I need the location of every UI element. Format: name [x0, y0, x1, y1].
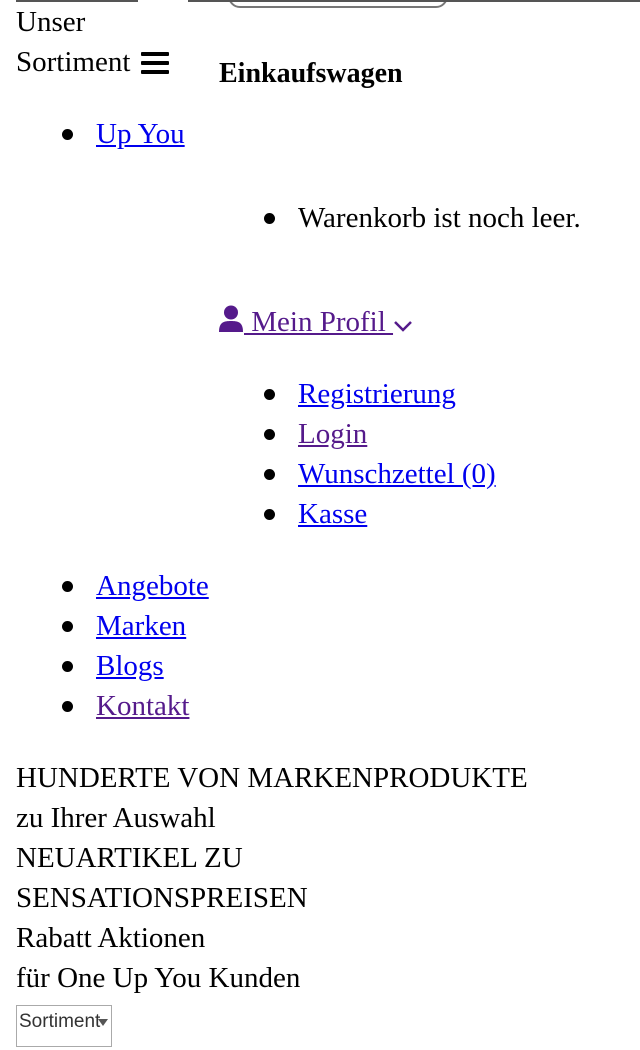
promo-line: für One Up You Kunden — [16, 962, 301, 994]
sortiment-label[interactable]: Unser Sortiment — [16, 6, 131, 78]
cart-empty-message: Warenkorb ist noch leer. — [298, 198, 581, 238]
list-item — [96, 646, 209, 686]
promo-banner — [16, 758, 528, 998]
list-item — [298, 494, 496, 534]
chevron-down-icon — [393, 319, 413, 333]
cart-items — [298, 198, 581, 238]
top-divider-right — [188, 0, 640, 2]
nav-brands-link[interactable]: Marken — [96, 610, 187, 642]
login-link[interactable]: Login — [298, 418, 368, 450]
cart-title: Einkaufswagen — [219, 58, 403, 89]
promo-line: NEUARTIKEL ZU — [16, 842, 243, 874]
list-item — [298, 454, 496, 494]
sortiment-select-value: Sortiment — [19, 1011, 101, 1032]
list-item — [96, 686, 209, 726]
profile-label: Mein Profil — [244, 306, 394, 338]
promo-line: zu Ihrer Auswahl — [16, 802, 216, 834]
nav-contact-link[interactable]: Kontakt — [96, 690, 190, 722]
promo-line: SENSATIONSPREISEN — [16, 882, 308, 914]
profile-submenu — [298, 374, 496, 534]
brand-nav — [96, 114, 185, 154]
list-item — [298, 374, 496, 414]
checkout-link[interactable]: Kasse — [298, 498, 368, 530]
hamburger-icon[interactable] — [141, 52, 169, 74]
promo-line: Rabatt Aktionen — [16, 922, 206, 954]
nav-blogs-link[interactable]: Blogs — [96, 650, 164, 682]
main-nav — [96, 566, 209, 726]
list-item — [96, 566, 209, 606]
profile-menu-link[interactable] — [218, 302, 413, 342]
sortiment-select[interactable] — [16, 1005, 112, 1047]
list-item — [298, 414, 496, 454]
list-item — [96, 114, 185, 154]
dropdown-arrow-icon — [98, 1019, 108, 1026]
promo-line: HUNDERTE VON MARKENPRODUKTE — [16, 762, 528, 794]
wishlist-link[interactable]: Wunschzettel (0) — [298, 458, 496, 490]
user-icon — [218, 305, 244, 333]
register-link[interactable]: Registrierung — [298, 378, 456, 410]
nav-offers-link[interactable]: Angebote — [96, 570, 209, 602]
list-item — [96, 606, 209, 646]
brand-link-up-you[interactable]: Up You — [96, 118, 185, 150]
